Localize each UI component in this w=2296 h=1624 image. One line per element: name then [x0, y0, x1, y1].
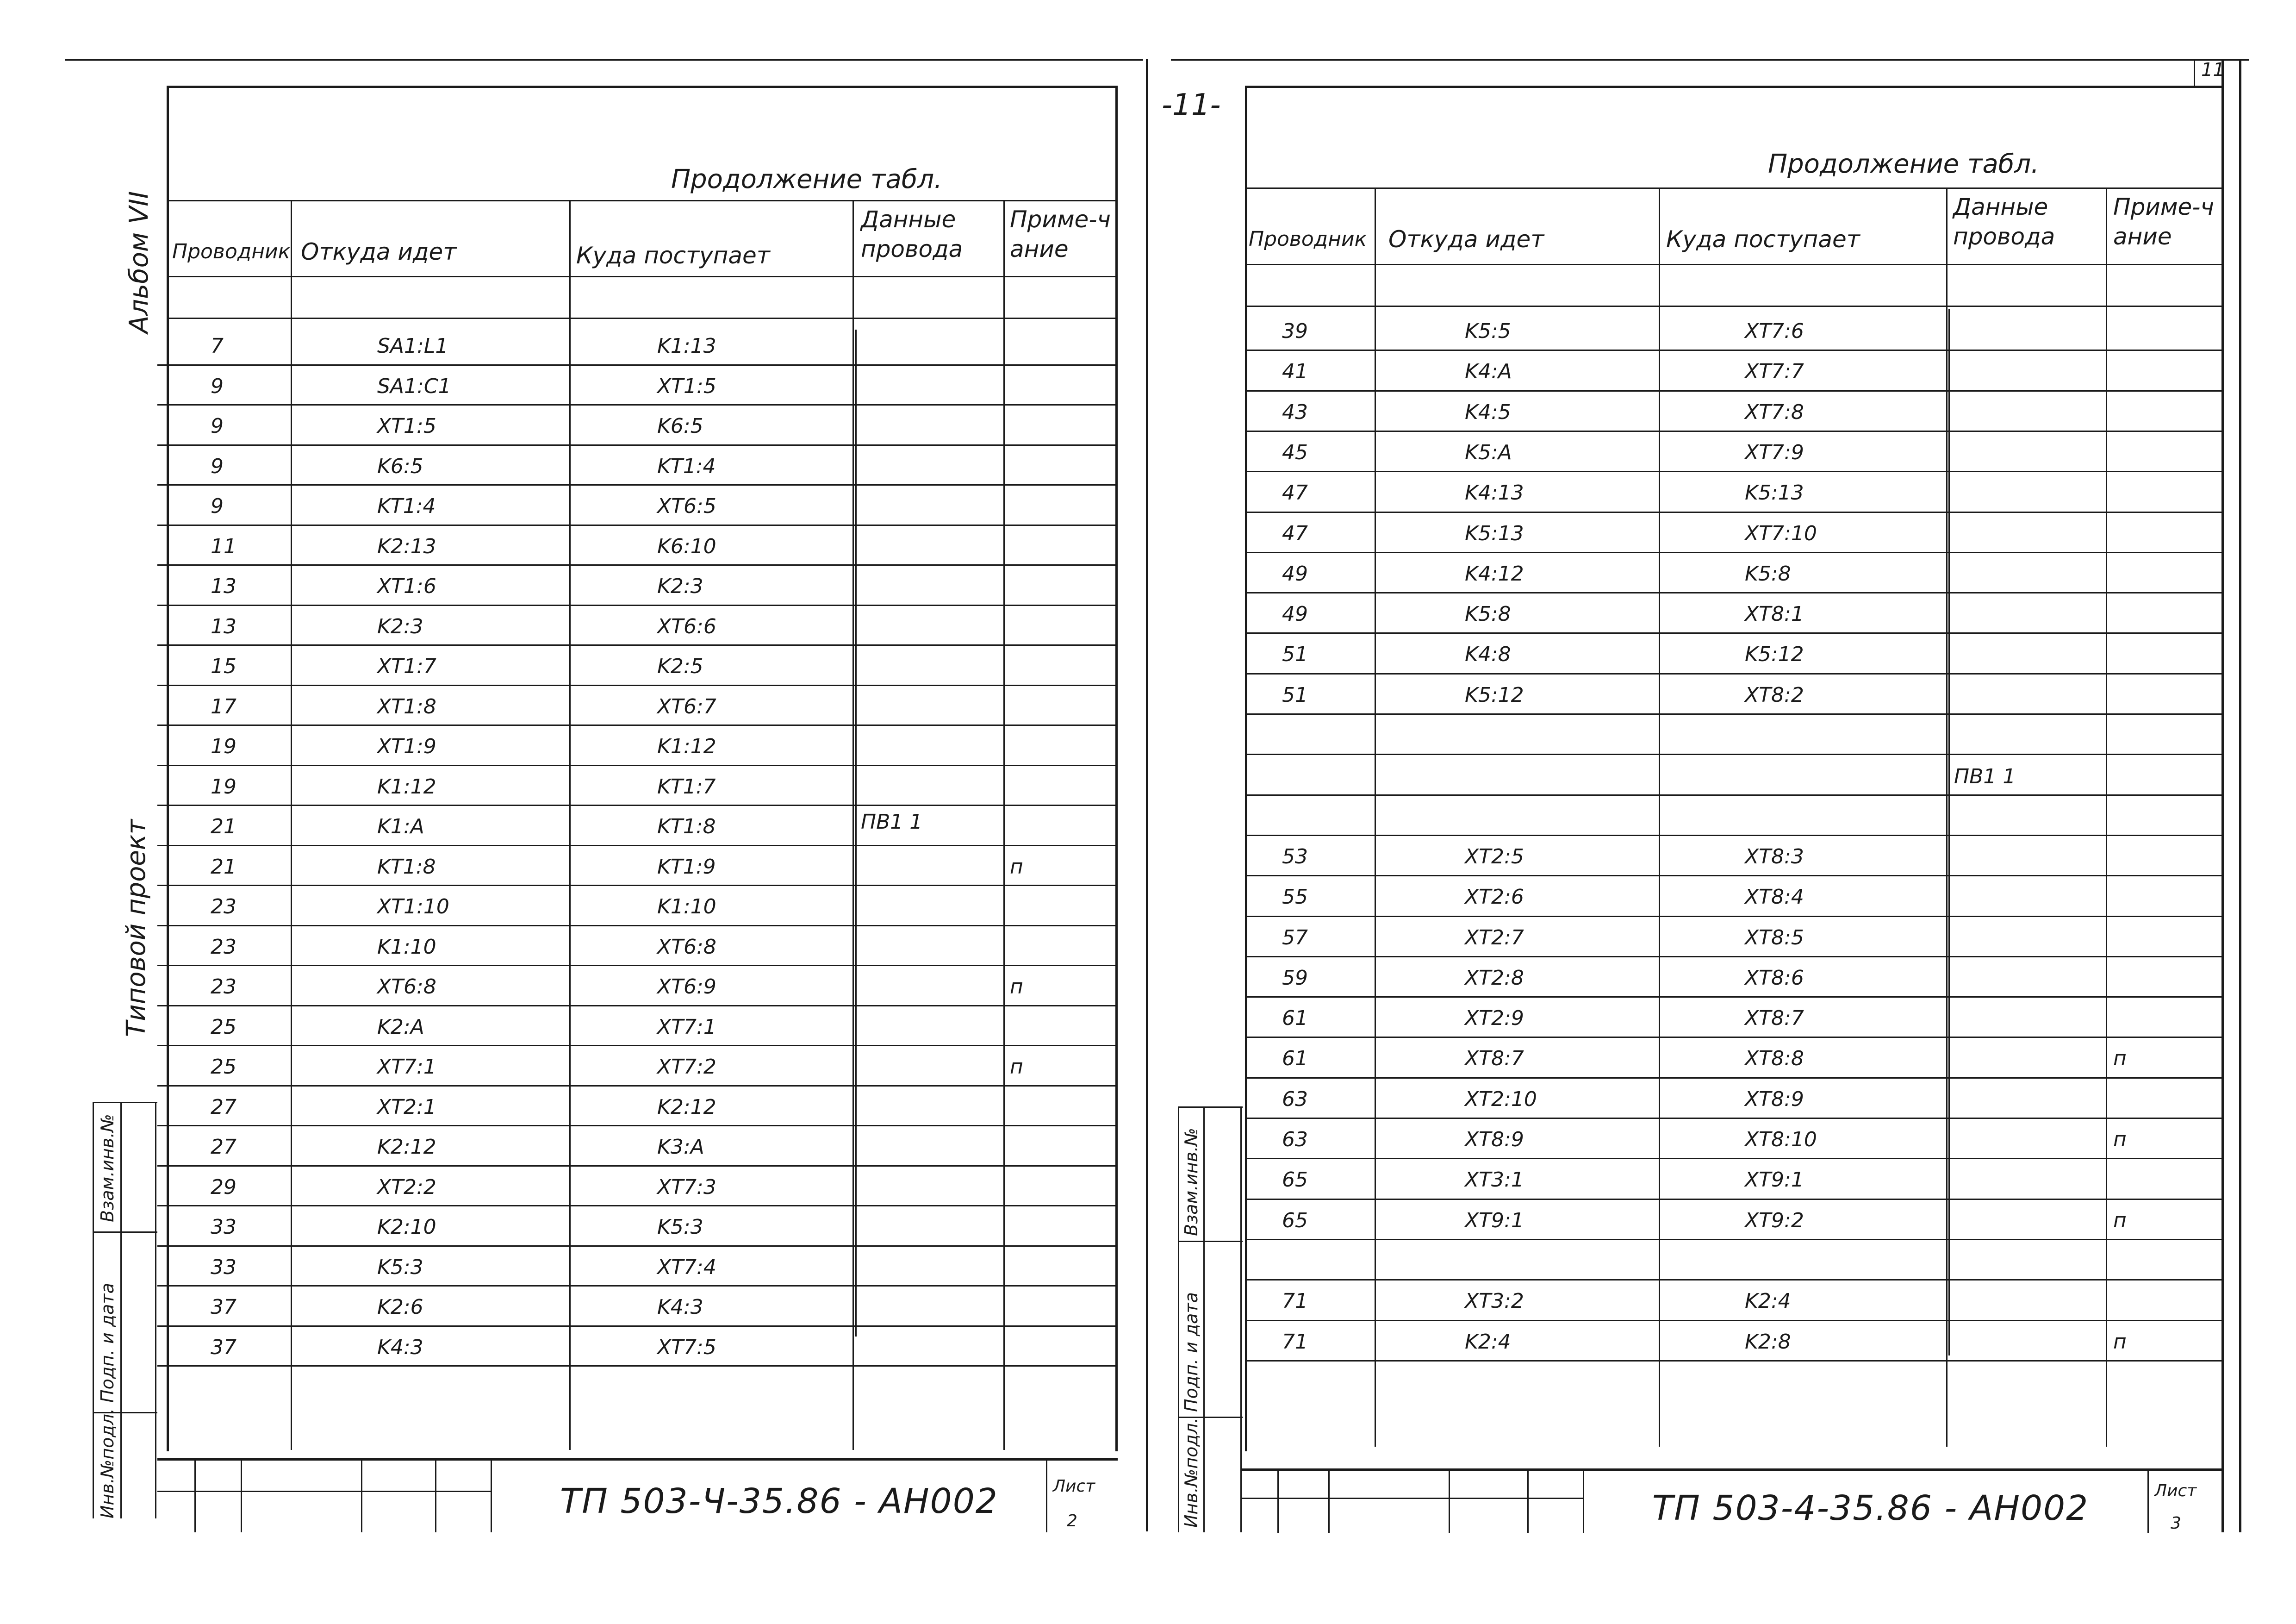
- stamp-podp-left: Подп. и дата: [97, 1283, 118, 1403]
- conductor-cell: 51: [1282, 643, 1308, 667]
- row-divider: [1245, 592, 2224, 593]
- header-to-right: Куда поступает: [1666, 226, 1860, 253]
- to-cell: K5:13: [1745, 481, 1804, 505]
- conductor-cell: 61: [1282, 1006, 1308, 1031]
- corner-number: 11: [2201, 59, 2225, 81]
- to-cell: XT9:1: [1745, 1168, 1804, 1192]
- to-cell: K6:10: [657, 534, 716, 558]
- conductor-cell: 37: [211, 1335, 236, 1359]
- from-cell: K2:3: [377, 614, 423, 638]
- to-cell: XT7:5: [657, 1335, 716, 1359]
- conductor-cell: 25: [211, 1015, 236, 1039]
- row-divider: [1245, 1077, 2224, 1079]
- from-cell: K2:A: [377, 1015, 424, 1039]
- from-cell: K1:10: [377, 935, 436, 959]
- from-cell: K4:3: [377, 1335, 423, 1359]
- to-cell: KT1:7: [657, 775, 716, 799]
- from-cell: SA1:C1: [377, 374, 451, 398]
- continuation-title-left: Продолжение табл.: [671, 164, 942, 194]
- to-cell: XT7:2: [657, 1055, 716, 1079]
- album-label: Альбом VII: [124, 191, 154, 333]
- note-cell: п: [2113, 1128, 2127, 1151]
- row-divider: [1245, 1320, 2224, 1321]
- doc-code-left: ТП 503-Ч-35.86 - АН002: [560, 1481, 998, 1521]
- from-cell: XT2:2: [377, 1175, 436, 1199]
- from-cell: XT1:8: [377, 694, 436, 718]
- row-divider: [157, 1085, 1118, 1087]
- top-border-right: [1171, 59, 2249, 61]
- row-divider: [157, 1165, 1118, 1167]
- to-cell: XT8:1: [1745, 602, 1804, 626]
- to-cell: KT1:4: [657, 454, 716, 478]
- to-cell: K2:5: [657, 655, 703, 678]
- row-divider: [1245, 512, 2224, 513]
- conductor-cell: 51: [1282, 683, 1308, 707]
- note-cell: п: [1010, 855, 1023, 879]
- from-cell: XT2:1: [377, 1095, 436, 1119]
- conductor-cell: 19: [211, 775, 236, 799]
- stamp-vzam-left: Взам.инв.№: [97, 1114, 118, 1222]
- conductor-cell: 59: [1282, 966, 1308, 990]
- from-cell: K5:A: [1465, 440, 1512, 464]
- row-divider: [1245, 390, 2224, 392]
- conductor-cell: 23: [211, 895, 236, 918]
- stamp-podp-right: Подп. и дата: [1181, 1292, 1201, 1412]
- doc-code-right: ТП 503-4-35.86 - АН002: [1652, 1488, 2089, 1528]
- conductor-cell: 21: [211, 815, 236, 838]
- stamp-vzam-right: Взам.инв.№: [1181, 1128, 1201, 1236]
- conductor-cell: 63: [1282, 1128, 1308, 1151]
- from-cell: K1:A: [377, 815, 424, 838]
- row-divider: [157, 564, 1118, 566]
- wire-data-right: ПВ1 1: [1954, 765, 2016, 788]
- from-cell: K2:13: [377, 534, 436, 558]
- from-cell: XT1:7: [377, 655, 436, 678]
- to-cell: XT6:7: [657, 694, 716, 718]
- conductor-cell: 29: [211, 1175, 236, 1199]
- to-cell: K4:3: [657, 1295, 703, 1319]
- from-cell: XT8:7: [1465, 1047, 1524, 1071]
- from-cell: XT2:8: [1465, 966, 1524, 990]
- to-cell: XT8:7: [1745, 1006, 1804, 1031]
- row-divider: [1245, 1239, 2224, 1240]
- from-cell: K2:12: [377, 1135, 436, 1159]
- to-cell: K2:12: [657, 1095, 716, 1119]
- conductor-cell: 25: [211, 1055, 236, 1079]
- row-divider: [157, 605, 1118, 606]
- row-divider: [1245, 794, 2224, 796]
- to-cell: K2:8: [1745, 1330, 1791, 1354]
- to-cell: XT8:6: [1745, 966, 1804, 990]
- to-cell: XT7:4: [657, 1255, 716, 1279]
- header-conductor-right: Проводник: [1249, 227, 1367, 251]
- header-wire-right: Данные провода: [1953, 194, 2055, 250]
- from-cell: XT6:8: [377, 975, 436, 999]
- to-cell: XT1:5: [657, 374, 716, 398]
- from-cell: XT8:9: [1465, 1128, 1524, 1151]
- header-note-right: Приме-чание: [2113, 194, 2214, 250]
- from-cell: XT1:9: [377, 735, 436, 758]
- row-divider: [157, 885, 1118, 886]
- row-divider: [157, 725, 1118, 726]
- wire-brace-right: [1948, 309, 1950, 1355]
- conductor-cell: 57: [1282, 925, 1308, 949]
- conductor-cell: 47: [1282, 521, 1308, 545]
- to-cell: K5:12: [1745, 643, 1804, 667]
- row-divider: [1245, 916, 2224, 917]
- from-cell: XT7:1: [377, 1055, 436, 1079]
- to-cell: KT1:8: [657, 815, 716, 838]
- row-divider: [157, 644, 1118, 646]
- conductor-cell: 9: [211, 374, 224, 398]
- conductor-cell: 11: [211, 534, 236, 558]
- to-cell: XT7:8: [1745, 400, 1804, 424]
- conductor-cell: 37: [211, 1295, 236, 1319]
- conductor-cell: 43: [1282, 400, 1308, 424]
- row-divider: [1245, 996, 2224, 998]
- to-cell: XT7:7: [1745, 360, 1804, 384]
- row-divider: [1245, 835, 2224, 836]
- conductor-cell: 23: [211, 975, 236, 999]
- from-cell: XT3:2: [1465, 1289, 1524, 1313]
- to-cell: XT8:2: [1745, 683, 1804, 707]
- conductor-cell: 23: [211, 935, 236, 959]
- to-cell: K2:4: [1745, 1289, 1791, 1313]
- to-cell: K5:3: [657, 1215, 703, 1239]
- row-divider: [1245, 1158, 2224, 1159]
- row-divider: [1245, 673, 2224, 675]
- conductor-cell: 13: [211, 575, 236, 598]
- header-to-left: Куда поступает: [576, 242, 770, 269]
- conductor-cell: 7: [211, 334, 224, 358]
- conductor-cell: 49: [1282, 602, 1308, 626]
- conductor-cell: 27: [211, 1135, 236, 1159]
- to-cell: K1:13: [657, 334, 716, 358]
- header-note-left: Приме-чание: [1010, 206, 1111, 262]
- stamp-inv-left: Инв.№подл.: [97, 1408, 118, 1518]
- row-divider: [1245, 1037, 2224, 1038]
- from-cell: XT3:1: [1465, 1168, 1524, 1192]
- row-divider: [157, 1125, 1118, 1126]
- row-divider: [1245, 1199, 2224, 1200]
- row-divider: [157, 1205, 1118, 1206]
- center-divider: [1146, 59, 1148, 1531]
- from-cell: XT1:5: [377, 414, 436, 438]
- from-cell: XT2:7: [1465, 925, 1524, 949]
- conductor-cell: 21: [211, 855, 236, 879]
- row-divider: [1245, 754, 2224, 755]
- from-cell: K6:5: [377, 454, 423, 478]
- row-divider: [157, 1325, 1118, 1327]
- from-cell: XT1:6: [377, 575, 436, 598]
- to-cell: XT7:6: [1745, 319, 1804, 343]
- row-divider: [1245, 632, 2224, 634]
- conductor-cell: 71: [1282, 1289, 1308, 1313]
- row-divider: [157, 965, 1118, 966]
- to-cell: XT6:6: [657, 614, 716, 638]
- to-cell: XT6:5: [657, 494, 716, 518]
- row-divider: [157, 484, 1118, 486]
- from-cell: XT2:9: [1465, 1006, 1524, 1031]
- from-cell: XT9:1: [1465, 1208, 1524, 1232]
- row-divider: [157, 765, 1118, 766]
- from-cell: K4:12: [1465, 562, 1524, 586]
- from-cell: K2:6: [377, 1295, 423, 1319]
- to-cell: K1:12: [657, 735, 716, 758]
- note-cell: п: [1010, 975, 1023, 999]
- from-cell: K4:5: [1465, 400, 1511, 424]
- row-divider: [1245, 552, 2224, 553]
- from-cell: K1:12: [377, 775, 436, 799]
- row-divider: [157, 1285, 1118, 1287]
- to-cell: XT7:10: [1745, 521, 1817, 545]
- from-cell: XT2:5: [1465, 844, 1524, 868]
- continuation-title-right: Продолжение табл.: [1768, 149, 2039, 179]
- sheet-label-right: Лист: [2154, 1481, 2197, 1500]
- row-divider: [157, 404, 1118, 406]
- row-divider: [157, 925, 1118, 926]
- row-divider: [1245, 350, 2224, 351]
- from-cell: K2:10: [377, 1215, 436, 1239]
- from-cell: XT1:10: [377, 895, 449, 918]
- from-cell: SA1:L1: [377, 334, 448, 358]
- note-cell: п: [1010, 1055, 1023, 1079]
- from-cell: XT2:6: [1465, 885, 1524, 909]
- to-cell: XT8:3: [1745, 844, 1804, 868]
- row-divider: [157, 364, 1118, 366]
- conductor-cell: 45: [1282, 440, 1308, 464]
- row-divider: [157, 1005, 1118, 1006]
- from-cell: K5:13: [1465, 521, 1524, 545]
- conductor-cell: 19: [211, 735, 236, 758]
- note-cell: п: [2113, 1330, 2127, 1354]
- from-cell: KT1:4: [377, 494, 436, 518]
- top-border-left: [65, 59, 1143, 61]
- conductor-cell: 9: [211, 494, 224, 518]
- row-divider: [1245, 1118, 2224, 1119]
- from-cell: K5:3: [377, 1255, 423, 1279]
- to-cell: K2:3: [657, 575, 703, 598]
- conductor-cell: 27: [211, 1095, 236, 1119]
- from-cell: K5:5: [1465, 319, 1511, 343]
- conductor-cell: 47: [1282, 481, 1308, 505]
- conductor-cell: 33: [211, 1215, 236, 1239]
- from-cell: K4:8: [1465, 643, 1511, 667]
- row-divider: [157, 685, 1118, 686]
- to-cell: XT7:1: [657, 1015, 716, 1039]
- row-divider: [1245, 956, 2224, 957]
- row-divider: [1245, 875, 2224, 876]
- conductor-cell: 39: [1282, 319, 1308, 343]
- conductor-cell: 17: [211, 694, 236, 718]
- conductor-cell: 53: [1282, 844, 1308, 868]
- to-cell: K1:10: [657, 895, 716, 918]
- to-cell: XT6:8: [657, 935, 716, 959]
- row-divider: [157, 805, 1118, 806]
- page-number: -11-: [1162, 88, 1221, 122]
- conductor-cell: 15: [211, 655, 236, 678]
- from-cell: KT1:8: [377, 855, 436, 879]
- row-divider: [157, 1245, 1118, 1247]
- to-cell: XT9:2: [1745, 1208, 1804, 1232]
- to-cell: K3:A: [657, 1135, 704, 1159]
- conductor-cell: 9: [211, 454, 224, 478]
- from-cell: K5:8: [1465, 602, 1511, 626]
- project-label: Типовой проект: [121, 819, 151, 1037]
- to-cell: XT7:9: [1745, 440, 1804, 464]
- conductor-cell: 61: [1282, 1047, 1308, 1071]
- header-from-right: Откуда идет: [1388, 226, 1544, 253]
- conductor-cell: 71: [1282, 1330, 1308, 1354]
- note-cell: п: [2113, 1047, 2127, 1071]
- from-cell: XT2:10: [1465, 1087, 1537, 1111]
- wire-brace-left: [855, 330, 857, 1337]
- header-wire-left: Данные провода: [861, 206, 963, 262]
- conductor-cell: 13: [211, 614, 236, 638]
- to-cell: XT7:3: [657, 1175, 716, 1199]
- row-divider: [1245, 1279, 2224, 1280]
- conductor-cell: 33: [211, 1255, 236, 1279]
- row-divider: [157, 525, 1118, 526]
- to-cell: XT8:10: [1745, 1128, 1817, 1151]
- to-cell: XT8:4: [1745, 885, 1804, 909]
- conductor-cell: 49: [1282, 562, 1308, 586]
- row-divider: [157, 845, 1118, 846]
- row-divider: [157, 1045, 1118, 1046]
- conductor-cell: 63: [1282, 1087, 1308, 1111]
- note-cell: п: [2113, 1208, 2127, 1232]
- to-cell: XT8:9: [1745, 1087, 1804, 1111]
- from-cell: K4:A: [1465, 360, 1512, 384]
- conductor-cell: 41: [1282, 360, 1308, 384]
- to-cell: KT1:9: [657, 855, 716, 879]
- header-from-left: Откуда идет: [301, 238, 457, 265]
- row-divider: [1245, 431, 2224, 432]
- row-divider: [157, 1365, 1118, 1367]
- row-divider: [1245, 713, 2224, 715]
- from-cell: K4:13: [1465, 481, 1524, 505]
- sheet-label-left: Лист: [1053, 1477, 1095, 1496]
- conductor-cell: 65: [1282, 1208, 1308, 1232]
- row-divider: [1245, 471, 2224, 472]
- to-cell: XT8:5: [1745, 925, 1804, 949]
- to-cell: XT8:8: [1745, 1047, 1804, 1071]
- sheet-num-left: 2: [1067, 1512, 1077, 1530]
- to-cell: K5:8: [1745, 562, 1791, 586]
- to-cell: XT6:9: [657, 975, 716, 999]
- from-cell: K2:4: [1465, 1330, 1511, 1354]
- stamp-inv-right: Инв.№подл.: [1181, 1417, 1201, 1528]
- from-cell: K5:12: [1465, 683, 1524, 707]
- to-cell: K6:5: [657, 414, 703, 438]
- header-conductor-left: Проводник: [172, 240, 291, 263]
- sheet-num-right: 3: [2171, 1514, 2181, 1533]
- conductor-cell: 65: [1282, 1168, 1308, 1192]
- conductor-cell: 55: [1282, 885, 1308, 909]
- row-divider: [1245, 1360, 2224, 1362]
- conductor-cell: 9: [211, 414, 224, 438]
- wire-data-left: ПВ1 1: [861, 810, 923, 834]
- row-divider: [157, 444, 1118, 446]
